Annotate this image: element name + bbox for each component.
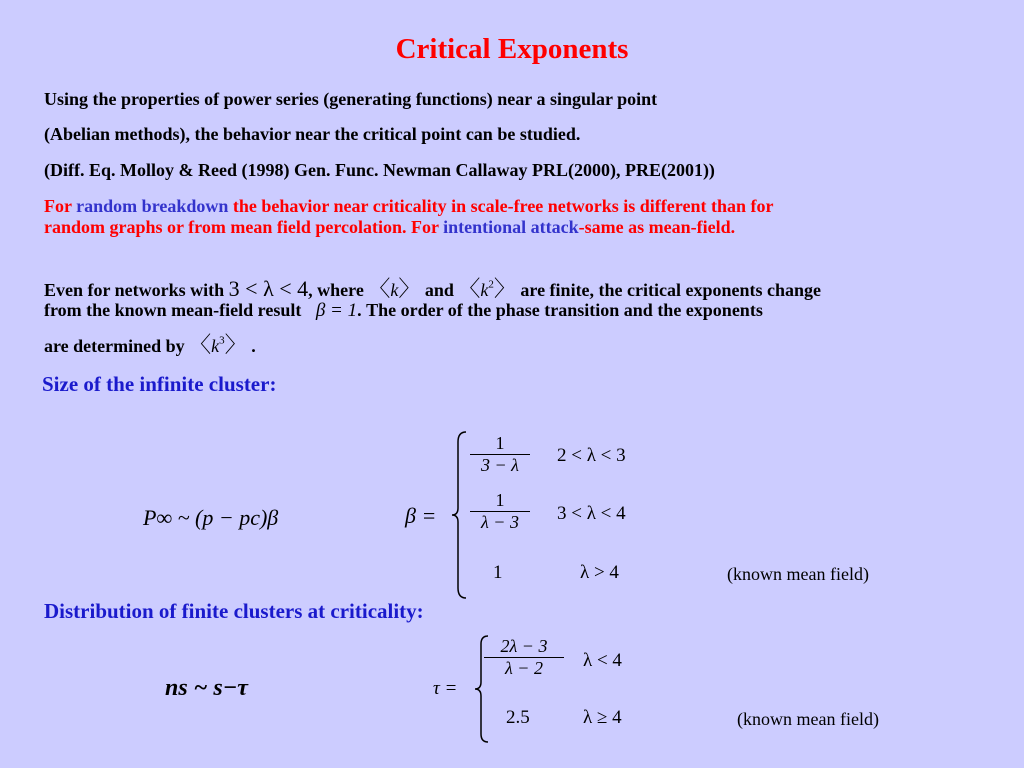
para-line-1 bbox=[44, 272, 821, 303]
beta-lhs: β = bbox=[405, 503, 437, 528]
k2-moment: 〈$k^2$〉 bbox=[458, 276, 516, 301]
page-title: Critical Exponents bbox=[395, 33, 629, 65]
tau-case-1-fraction: $\frac{2\lambda - 3}{\lambda - 2}$ bbox=[484, 636, 564, 679]
highlight-random-breakdown: random breakdown bbox=[76, 196, 229, 216]
para-e: from the known mean-field result bbox=[44, 300, 302, 320]
beta-case-1-fraction: $\frac{1}{3 - \lambda}$ bbox=[470, 433, 530, 476]
lambda-range: 3 < λ < 4 bbox=[228, 276, 309, 301]
para-d: are finite, the critical exponents change bbox=[520, 280, 822, 300]
para-b: , where bbox=[308, 280, 364, 300]
highlight-text-2: random graphs or from mean field percolation. For bbox=[44, 217, 439, 237]
beta-equals-one: β = 1 bbox=[315, 300, 358, 321]
tau-case-1-condition: λ < 4 bbox=[583, 650, 622, 671]
highlight-for: For bbox=[44, 196, 72, 216]
highlight-text-3: -same as mean-field. bbox=[578, 217, 736, 237]
tau-case-2-value: 2.5 bbox=[506, 707, 530, 728]
beta-case-3-condition: λ > 4 bbox=[580, 562, 619, 583]
beta-case-2-fraction: $\frac{1}{\lambda - 3}$ bbox=[470, 490, 530, 533]
para-g: are determined by bbox=[44, 336, 185, 356]
para-line-2 bbox=[44, 300, 763, 322]
para-c: and bbox=[424, 280, 454, 300]
tau-case-2-condition: λ ≥ 4 bbox=[583, 707, 622, 728]
ns-formula: ns ~ s−τ bbox=[165, 675, 248, 701]
k3-moment: 〈$k^3$〉 bbox=[189, 332, 247, 357]
known-mean-field-note-1: (known mean field) bbox=[727, 564, 869, 584]
para-a: Even for networks with bbox=[44, 280, 225, 300]
para-line-3 bbox=[44, 328, 256, 359]
para-h: . bbox=[251, 336, 256, 356]
highlight-intentional-attack: intentional attack bbox=[443, 217, 579, 237]
highlight-line-1 bbox=[44, 196, 773, 217]
tau-lhs: τ = bbox=[433, 678, 458, 699]
intro-line-1: Using the properties of power series (generating functions) near a singular point bbox=[44, 89, 658, 109]
highlight-text-1: the behavior near criticality in scale-free networks is different than for bbox=[232, 196, 774, 216]
beta-case-2-condition: 3 < λ < 4 bbox=[557, 503, 626, 524]
para-f: . The order of the phase transition and the exponents bbox=[357, 300, 763, 320]
beta-case-3-value: 1 bbox=[493, 562, 503, 583]
intro-line-3: (Diff. Eq. Molloy & Reed (1998) Gen. Func. Newman Callaway PRL(2000), PRE(2001)) bbox=[44, 160, 715, 180]
highlight-line-2 bbox=[44, 217, 735, 238]
p-infinity-formula: P∞ ~ (p − pc)β bbox=[143, 505, 279, 530]
intro-line-2: (Abelian methods), the behavior near the critical point can be studied. bbox=[44, 124, 581, 144]
k-mean: 〈k〉 bbox=[368, 276, 421, 301]
known-mean-field-note-2: (known mean field) bbox=[737, 709, 879, 729]
beta-case-1-condition: 2 < λ < 3 bbox=[557, 445, 626, 466]
section-heading-infinite-cluster: Size of the infinite cluster: bbox=[42, 372, 277, 396]
section-heading-finite-clusters: Distribution of finite clusters at criticality: bbox=[44, 599, 424, 623]
beta-brace bbox=[450, 430, 470, 600]
